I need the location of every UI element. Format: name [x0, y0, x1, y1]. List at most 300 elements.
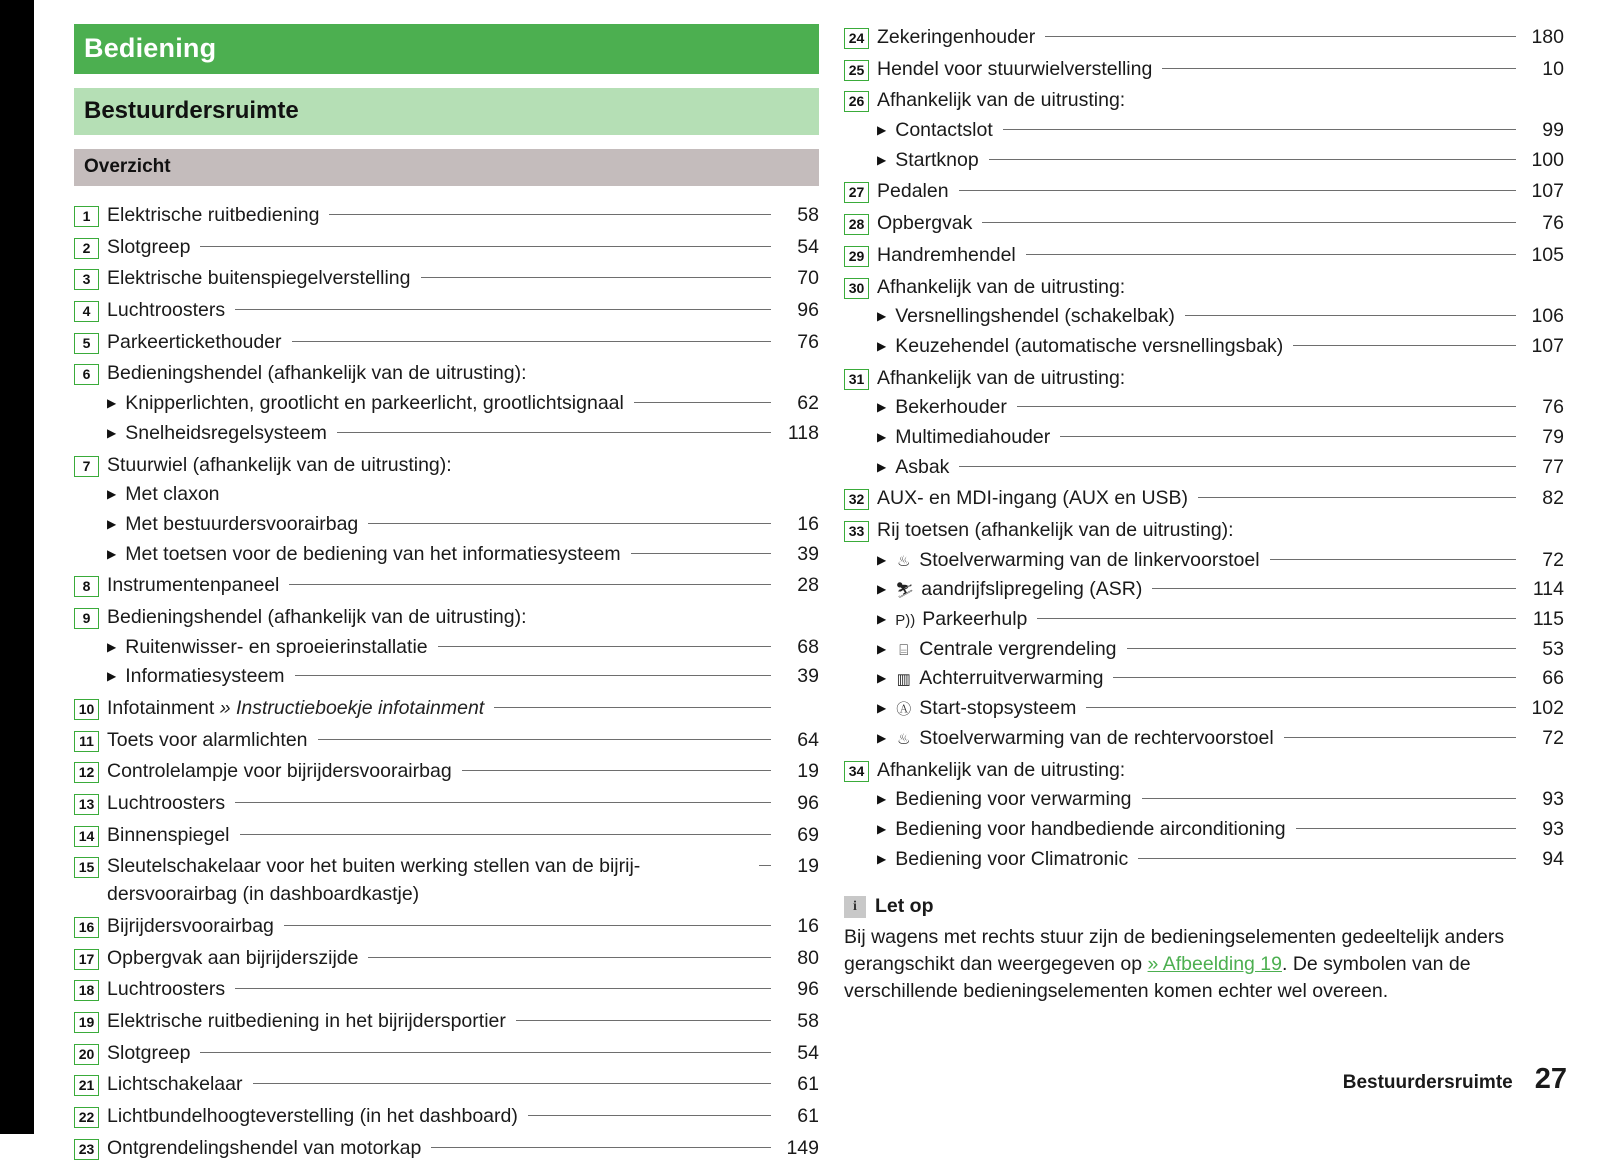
toc-item-label: Afhankelijk van de uitrusting:	[877, 89, 1126, 112]
toc-item-label: Lichtbundelhoogteverstelling (in het dashboard)	[107, 1104, 518, 1127]
toc-item[interactable]	[74, 1135, 819, 1163]
toc-item-page: 16	[797, 914, 819, 937]
toc-subitem-page: 102	[1531, 697, 1564, 720]
toc-subitem[interactable]	[844, 424, 1564, 452]
toc-item-page: 69	[797, 823, 819, 846]
toc-item-number: 21	[74, 1075, 99, 1096]
toc-item-page: 105	[1531, 243, 1564, 266]
toc-subitem[interactable]	[844, 454, 1564, 482]
toc-item[interactable]	[844, 485, 1564, 513]
toc-item-label: Lichtschakelaar	[107, 1073, 243, 1096]
toc-item-number: 14	[74, 826, 99, 847]
toc-item-number: 10	[74, 699, 99, 720]
toc-subitem[interactable]	[74, 481, 819, 509]
toc-leader-line	[295, 675, 771, 676]
toc-item[interactable]	[74, 695, 819, 723]
toc-subitem-label: Stoelverwarming van de linkervoorstoel	[919, 548, 1260, 571]
toc-item[interactable]	[74, 1103, 819, 1131]
toc-leader-line	[235, 309, 771, 310]
toc-item[interactable]	[844, 24, 1564, 52]
footer-page-number: 27	[1534, 1063, 1567, 1095]
bullet-triangle-icon: ▶	[107, 396, 117, 411]
toc-item-number: 19	[74, 1012, 99, 1033]
toc-leader-line	[368, 957, 771, 958]
toc-item-number: 25	[844, 60, 869, 81]
toc-item-label: Toets voor alarmlichten	[107, 728, 308, 751]
toc-item-label: Afhankelijk van de uitrusting:	[877, 275, 1126, 298]
footer-section-title: Bestuurdersruimte	[1342, 1072, 1513, 1093]
toc-leader-line	[337, 432, 771, 433]
toc-leader-line	[438, 646, 771, 647]
toc-item-label: Luchtroosters	[107, 299, 226, 322]
toc-item-number: 28	[844, 214, 869, 235]
figure-link[interactable]: » Afbeelding 19	[1147, 953, 1282, 976]
page-spine	[0, 0, 34, 1134]
toc-item-row	[74, 265, 819, 293]
toc-leader-line	[200, 246, 771, 247]
toc-leader-line	[759, 865, 771, 866]
toc-item-number: 22	[74, 1107, 99, 1128]
bullet-triangle-icon: ▶	[107, 516, 117, 531]
toc-item[interactable]	[74, 1071, 819, 1099]
toc-item-row	[74, 790, 819, 818]
bullet-triangle-icon: ▶	[877, 338, 887, 353]
toc-item[interactable]	[844, 210, 1564, 238]
toc-leader-line	[494, 707, 771, 708]
toc-item-page: 107	[1531, 180, 1564, 203]
toc-item[interactable]	[74, 758, 819, 786]
toc-subitem-page: 118	[787, 421, 819, 444]
toc-subitem-page: 62	[797, 392, 819, 415]
toc-item-page: 28	[797, 574, 819, 597]
toc-item[interactable]	[74, 913, 819, 941]
toc-leader-line	[368, 523, 771, 524]
toc-subitem-label: Snelheidsregelsysteem	[125, 421, 327, 444]
toc-item-page: 10	[1542, 57, 1564, 80]
toc-subitem-page: 99	[1542, 119, 1564, 142]
toc-subitem-page: 93	[1542, 788, 1564, 811]
toc-item[interactable]	[74, 572, 819, 600]
toc-subitem-label: Parkeerhulp	[922, 608, 1028, 631]
toc-item-number: 12	[74, 762, 99, 783]
toc-item-page: 96	[797, 978, 819, 1001]
toc-subitem-label: aandrijfslipregeling (ASR)	[921, 578, 1143, 601]
toc-leader-line	[959, 190, 1516, 191]
note-body	[844, 924, 1564, 1005]
bullet-triangle-icon: ▶	[877, 792, 887, 807]
toc-subitem[interactable]	[844, 695, 1564, 723]
toc-item[interactable]	[74, 1008, 819, 1036]
toc-subitem-page: 77	[1542, 455, 1564, 478]
toc-subitem-label: Bediening voor handbediende airconditioning	[895, 817, 1286, 840]
toc-item-number: 20	[74, 1044, 99, 1065]
bullet-triangle-icon: ▶	[877, 730, 887, 745]
toc-item-row	[74, 1071, 819, 1099]
toc-item-label: Bijrijdersvoorairbag	[107, 914, 274, 937]
toc-subitem-label: Startknop	[895, 148, 979, 171]
bullet-triangle-icon: ▶	[877, 152, 887, 167]
toc-item-number: 1	[74, 206, 99, 227]
toc-item-row	[844, 210, 1564, 238]
toc-subitem-page: 76	[1542, 396, 1564, 419]
toc-item-number: 31	[844, 369, 869, 390]
toc-leader-line	[982, 222, 1516, 223]
toc-item-number: 6	[74, 364, 99, 385]
toc-item[interactable]	[74, 822, 819, 850]
toc-item-label: Slotgreep	[107, 235, 191, 258]
toc-leader-line	[1198, 497, 1516, 498]
bullet-triangle-icon: ▶	[877, 641, 887, 656]
toc-leader-line	[253, 1083, 772, 1084]
toc-subitem-page: 115	[1532, 608, 1564, 631]
toc-item-row	[844, 517, 1564, 545]
toc-item-number: 2	[74, 238, 99, 259]
toc-subitem-label: Stoelverwarming van de rechtervoorstoel	[919, 726, 1274, 749]
toc-leader-line	[631, 553, 771, 554]
toc-leader-line	[462, 770, 771, 771]
toc-item[interactable]	[74, 727, 819, 755]
toc-subitem[interactable]	[844, 394, 1564, 422]
toc-subitem-label: Achterruitverwarming	[919, 667, 1104, 690]
toc-subitem-label: Contactslot	[895, 119, 993, 142]
central-locking-icon: ⌸	[899, 641, 909, 659]
toc-item-reference: » Instructieboekje infotainment	[219, 697, 485, 719]
toc-leader-line	[528, 1115, 771, 1116]
rear-window-heating-icon: ▥	[896, 671, 911, 689]
toc-item[interactable]	[844, 56, 1564, 84]
toc-leader-line	[1293, 345, 1516, 346]
toc-item[interactable]	[74, 945, 819, 973]
toc-item-row	[74, 913, 819, 941]
toc-leader-line	[235, 988, 771, 989]
toc-item[interactable]	[74, 297, 819, 325]
toc-leader-line	[1284, 737, 1516, 738]
toc-subitem-label: Bediening voor verwarming	[895, 788, 1132, 811]
toc-item-page: 19	[797, 760, 819, 783]
toc-item-number: 30	[844, 278, 869, 299]
toc-leader-line	[1270, 559, 1516, 560]
toc-item-row	[74, 1103, 819, 1131]
toc-item[interactable]	[74, 202, 819, 230]
toc-subitem-label: Versnellingshendel (schakelbak)	[895, 305, 1175, 328]
toc-item-number: 33	[844, 521, 869, 542]
toc-item-label: Opbergvak aan bijrijderszijde	[107, 946, 359, 969]
park-assist-icon: P))	[895, 612, 916, 630]
toc-subitem[interactable]	[844, 576, 1564, 604]
toc-subitem-page: 66	[1542, 667, 1564, 690]
chapter-heading: Bediening	[74, 24, 819, 74]
toc-subitem-label: Met toetsen voor de bediening van het informatiesysteem	[125, 542, 621, 565]
toc-leader-line	[431, 1147, 771, 1148]
toc-subitem[interactable]	[74, 663, 819, 691]
toc-item-row	[74, 297, 819, 325]
toc-item-number: 34	[844, 761, 869, 782]
toc-item-number: 8	[74, 576, 99, 597]
bullet-triangle-icon: ▶	[877, 123, 887, 138]
subsection-heading: Overzicht	[74, 149, 819, 186]
toc-subitem-page: 39	[797, 542, 819, 565]
toc-item-row	[74, 604, 819, 632]
toc-item-row	[844, 274, 1564, 302]
toc-item-row	[74, 822, 819, 850]
toc-item-page: 70	[797, 267, 819, 290]
bullet-triangle-icon: ▶	[107, 425, 117, 440]
toc-leader-line	[1026, 254, 1516, 255]
asr-icon: ⛷	[895, 582, 915, 600]
toc-leader-line	[1152, 588, 1516, 589]
toc-item[interactable]	[844, 757, 1564, 874]
toc-subitem[interactable]	[74, 420, 819, 448]
bullet-triangle-icon: ▶	[877, 552, 887, 567]
page-footer	[1343, 1063, 1567, 1096]
toc-item[interactable]	[844, 178, 1564, 206]
toc-item-row	[74, 572, 819, 600]
toc-item-label: Slotgreep	[107, 1041, 191, 1064]
toc-subitem[interactable]	[844, 117, 1564, 145]
bullet-triangle-icon: ▶	[877, 459, 887, 474]
toc-item[interactable]	[74, 976, 819, 1004]
toc-subitem-label: Knipperlichten, grootlicht en parkeerlicht, grootlichtsignaal	[125, 392, 624, 415]
toc-subitem[interactable]	[844, 303, 1564, 331]
toc-item-number: 17	[74, 949, 99, 970]
toc-item[interactable]	[74, 265, 819, 293]
toc-item-row	[74, 452, 819, 480]
toc-item-row	[74, 1008, 819, 1036]
bullet-triangle-icon: ▶	[877, 851, 887, 866]
note-text-after: . De symbolen van de verschillende bedieningselementen komen echter wel overeen.	[844, 953, 1471, 1003]
info-icon: i	[844, 896, 866, 918]
toc-leader-line	[329, 214, 771, 215]
toc-item[interactable]	[74, 853, 819, 908]
toc-item-page: 82	[1542, 487, 1564, 510]
toc-item-label: Luchtroosters	[107, 792, 226, 815]
toc-item-page: 61	[797, 1073, 819, 1096]
right-column	[844, 24, 1564, 1005]
toc-subitem-label: Multimediahouder	[895, 425, 1051, 448]
bullet-triangle-icon: ▶	[877, 400, 887, 415]
toc-item-row	[74, 360, 819, 388]
toc-leader-line	[989, 159, 1516, 160]
toc-item-row	[74, 945, 819, 973]
toc-leader-line	[1060, 436, 1516, 437]
toc-item-row	[844, 757, 1564, 785]
toc-item-row	[844, 24, 1564, 52]
toc-subitem-label: Informatiesysteem	[125, 665, 285, 688]
toc-subitem-page: 93	[1542, 817, 1564, 840]
toc-item[interactable]	[844, 274, 1564, 361]
bullet-triangle-icon: ▶	[877, 821, 887, 836]
toc-subitem[interactable]	[844, 816, 1564, 844]
toc-subitem-label: Ruitenwisser- en sproeierinstallatie	[125, 635, 428, 658]
toc-subitem-page: 68	[797, 635, 819, 658]
toc-item-row	[74, 202, 819, 230]
toc-item-row	[844, 365, 1564, 393]
toc-item-number: 18	[74, 980, 99, 1001]
toc-item-number: 26	[844, 91, 869, 112]
toc-item-page: 76	[1542, 212, 1564, 235]
toc-subitem[interactable]	[844, 606, 1564, 634]
left-column	[74, 24, 819, 1166]
toc-subitem[interactable]	[844, 547, 1564, 575]
toc-subitem-label: Bekerhouder	[895, 396, 1007, 419]
toc-leader-line	[1185, 315, 1516, 316]
toc-item-page: 149	[786, 1136, 819, 1159]
toc-subitem-page: 107	[1531, 334, 1564, 357]
toc-item-page: 58	[797, 204, 819, 226]
toc-subitem-page: 79	[1542, 425, 1564, 448]
toc-item[interactable]	[74, 452, 819, 569]
toc-leader-line	[1017, 406, 1516, 407]
toc-subitem[interactable]	[74, 390, 819, 418]
toc-leader-line	[516, 1020, 771, 1021]
toc-subitem[interactable]	[844, 665, 1564, 693]
toc-item-row	[74, 329, 819, 357]
toc-item-label: Rij toetsen (afhankelijk van de uitrusting):	[877, 519, 1234, 541]
toc-item[interactable]	[844, 242, 1564, 270]
toc-item-page: 58	[797, 1009, 819, 1032]
toc-leader-line	[289, 584, 771, 585]
toc-item-row	[844, 242, 1564, 270]
toc-item-row	[74, 1135, 819, 1163]
toc-leader-line	[1296, 828, 1516, 829]
bullet-triangle-icon: ▶	[877, 429, 887, 444]
toc-item-label: Binnenspiegel	[107, 823, 230, 846]
toc-subitem[interactable]	[844, 636, 1564, 664]
toc-leader-line	[1037, 618, 1516, 619]
toc-item-number: 24	[844, 28, 869, 49]
bullet-triangle-icon: ▶	[877, 671, 887, 686]
toc-item-row	[74, 695, 819, 723]
toc-item-row	[74, 1040, 819, 1068]
toc-item-page: 64	[797, 728, 819, 751]
toc-leader-line	[1127, 648, 1516, 649]
toc-item-label: Elektrische buitenspiegelverstelling	[107, 267, 411, 290]
toc-leader-line	[292, 341, 771, 342]
toc-item-page: 96	[797, 299, 819, 322]
toc-subitem-label: Start-stopsysteem	[919, 697, 1077, 720]
toc-subitem[interactable]	[74, 511, 819, 539]
toc-item-label: Afhankelijk van de uitrusting:	[877, 366, 1126, 389]
toc-item[interactable]	[74, 604, 819, 691]
toc-item-page: 80	[797, 946, 819, 969]
toc-item[interactable]	[74, 234, 819, 262]
toc-item-label: Infotainment » Instructieboekje infotainment	[107, 697, 485, 719]
toc-item-label: Elektrische ruitbediening in het bijrijdersportier	[107, 1009, 506, 1032]
toc-subitem-page: 16	[797, 512, 819, 535]
toc-item-number: 15	[74, 857, 99, 878]
bullet-triangle-icon: ▶	[107, 487, 117, 502]
toc-subitem-page: 106	[1531, 305, 1564, 328]
toc-item-number: 27	[844, 182, 869, 203]
toc-item[interactable]	[74, 1040, 819, 1068]
toc-subitem-page: 100	[1531, 148, 1564, 171]
toc-item-label: Bedieningshendel (afhankelijk van de uitrusting):	[107, 362, 527, 385]
toc-subitem-page: 72	[1542, 548, 1564, 571]
toc-leader-line	[1162, 68, 1516, 69]
note-header	[844, 895, 1564, 918]
toc-subitem[interactable]	[844, 846, 1564, 874]
toc-item[interactable]	[844, 365, 1564, 482]
toc-subitem-page: 94	[1542, 847, 1564, 870]
toc-subitem-page: 114	[1532, 578, 1564, 601]
toc-subitem-label: Bediening voor Climatronic	[895, 847, 1129, 870]
bullet-triangle-icon: ▶	[877, 701, 887, 716]
toc-item-label: Controlelampje voor bijrijdersvoorairbag	[107, 760, 452, 783]
seat-heating-left-icon: ♨	[897, 552, 911, 570]
toc-subitem-label: Centrale vergrendeling	[919, 637, 1117, 660]
bullet-triangle-icon: ▶	[107, 546, 117, 561]
toc-item[interactable]	[844, 517, 1564, 753]
toc-item-label: Zekeringenhouder	[877, 26, 1036, 48]
toc-item-label: Instrumentenpaneel	[107, 574, 280, 597]
bullet-triangle-icon: ▶	[877, 582, 887, 597]
toc-subitem-page: 39	[797, 665, 819, 688]
toc-subitem[interactable]	[74, 634, 819, 662]
bullet-triangle-icon: ▶	[107, 669, 117, 684]
toc-leader-line	[1086, 707, 1516, 708]
toc-subitem[interactable]	[844, 786, 1564, 814]
toc-item-number: 16	[74, 917, 99, 938]
toc-item-label: Parkeertickethouder	[107, 330, 282, 353]
toc-item-number: 5	[74, 333, 99, 354]
start-stop-icon: Ⓐ	[896, 701, 912, 719]
toc-leader-line	[200, 1052, 771, 1053]
toc-item-page: 180	[1531, 26, 1564, 48]
toc-item-row	[844, 56, 1564, 84]
toc-item-number: 13	[74, 794, 99, 815]
toc-subitem-label: Met claxon	[125, 483, 220, 506]
toc-item-row	[74, 727, 819, 755]
toc-item-page: 61	[797, 1104, 819, 1127]
toc-item-number: 4	[74, 301, 99, 322]
left-toc-list	[74, 202, 819, 1162]
toc-item-label: Ontgrendelingshendel van motorkap	[107, 1136, 422, 1159]
toc-subitem-label: Asbak	[895, 455, 950, 478]
toc-subitem-page: 53	[1542, 637, 1564, 660]
toc-item-page: 54	[797, 1041, 819, 1064]
toc-item-row	[844, 485, 1564, 513]
note-title: Let op	[875, 895, 934, 918]
toc-item-row	[74, 853, 819, 908]
toc-item-label: Bedieningshendel (afhankelijk van de uitrusting):	[107, 605, 527, 628]
toc-subitem[interactable]	[844, 333, 1564, 361]
toc-subitem[interactable]	[74, 541, 819, 569]
toc-item-label: Opbergvak	[877, 212, 973, 235]
toc-item-page: 76	[797, 330, 819, 353]
toc-item-number: 23	[74, 1139, 99, 1160]
toc-item-label: AUX- en MDI-ingang (AUX en USB)	[877, 487, 1189, 510]
toc-subitem[interactable]	[844, 147, 1564, 175]
toc-item-number: 9	[74, 608, 99, 629]
toc-item[interactable]	[74, 360, 819, 447]
toc-item[interactable]	[74, 329, 819, 357]
toc-leader-line	[1142, 798, 1516, 799]
toc-item-label: Stuurwiel (afhankelijk van de uitrusting):	[107, 453, 452, 476]
toc-leader-line	[235, 802, 771, 803]
toc-item-row	[844, 178, 1564, 206]
toc-item-page: 54	[797, 235, 819, 258]
toc-item[interactable]	[74, 790, 819, 818]
toc-item-number: 29	[844, 246, 869, 267]
toc-item-number: 3	[74, 269, 99, 290]
bullet-triangle-icon: ▶	[877, 309, 887, 324]
bullet-triangle-icon: ▶	[107, 639, 117, 654]
toc-subitem[interactable]	[844, 725, 1564, 753]
toc-leader-line	[1003, 129, 1516, 130]
toc-item-row	[74, 758, 819, 786]
toc-item-label: Pedalen	[877, 180, 949, 203]
toc-item[interactable]	[844, 87, 1564, 174]
